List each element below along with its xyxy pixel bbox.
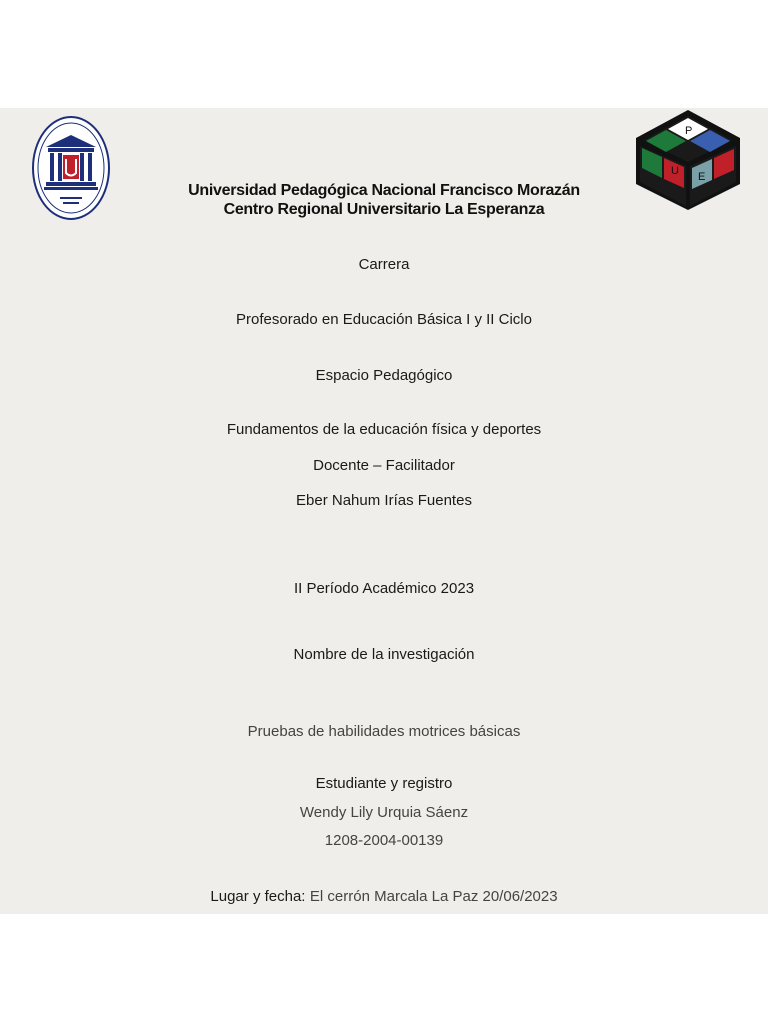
regional-center-name: Centro Regional Universitario La Esperanza: [223, 201, 545, 218]
student-name: Wendy Lily Urquia Sáenz: [299, 804, 469, 821]
student-registration: 1208-2004-00139: [324, 832, 444, 849]
university-name: Universidad Pedagógica Nacional Francisco Morazán: [188, 182, 580, 199]
place-date-line: [0, 888, 768, 906]
career-value: Profesorado en Educación Básica I y II Ciclo: [236, 311, 532, 328]
logo-letter-e: E: [698, 171, 706, 183]
place-date-label: Lugar y fecha:: [210, 888, 306, 905]
logo-letter-u: U: [671, 165, 679, 177]
teacher-name: Eber Nahum Irías Fuentes: [296, 492, 472, 509]
logo-letter-p: P: [685, 125, 693, 137]
place-date-value: El cerrón Marcala La Paz 20/06/2023: [309, 888, 558, 905]
teacher-label: Docente – Facilitador: [313, 457, 455, 474]
pedagogical-space-label: Espacio Pedagógico: [315, 367, 453, 384]
scanned-document-page: [0, 108, 768, 914]
academic-period: II Período Académico 2023: [293, 580, 475, 597]
research-name-label: Nombre de la investigación: [293, 646, 475, 663]
student-label: Estudiante y registro: [315, 775, 453, 792]
research-name-value: Pruebas de habilidades motrices básicas: [247, 723, 521, 740]
pedagogical-space-value: Fundamentos de la educación física y deportes: [226, 421, 542, 438]
career-label: Carrera: [358, 256, 410, 273]
